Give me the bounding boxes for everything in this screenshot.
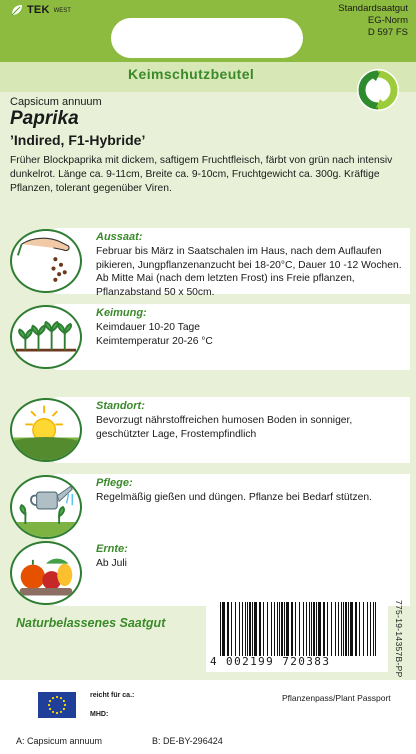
barcode-bar <box>316 602 317 656</box>
eu-star <box>52 711 54 713</box>
barcode-bar <box>277 602 278 656</box>
barcode-bar <box>291 602 293 656</box>
standard-info <box>338 3 408 39</box>
variety-name: ’Indired, F1-Hybride’ <box>10 132 146 148</box>
eu-star <box>64 704 66 706</box>
section-title: Pflege: <box>96 477 133 489</box>
eu-star <box>63 708 65 710</box>
standard-line: EG-Norm <box>367 15 408 26</box>
eu-star <box>49 708 51 710</box>
barcode-bar <box>245 602 246 656</box>
section-ernte <box>0 540 416 606</box>
eu-flag-icon <box>38 692 76 718</box>
article-code: 775-19-14357B-PP <box>394 600 404 678</box>
sowing-hand-icon <box>10 229 82 293</box>
barcode-bar <box>279 602 280 656</box>
section-text: Regelmäßig gießen und düngen. Pflanze bei Bedarf stützen. <box>96 492 372 503</box>
barcode-bar <box>235 602 236 656</box>
barcode-bar <box>341 602 342 656</box>
mhd-label: MHD: <box>90 711 109 718</box>
barcode-number: 4 002199 720383 <box>210 655 331 668</box>
barcode-bar <box>306 602 307 656</box>
barcode-bar <box>249 602 251 656</box>
barcode-bar <box>274 602 275 656</box>
section-title: Aussaat: <box>96 231 143 243</box>
barcode <box>206 598 388 672</box>
section-keimung <box>0 304 416 370</box>
barcode-bar <box>348 602 349 656</box>
eu-star <box>52 697 54 699</box>
barcode-bar <box>299 602 300 656</box>
section-pflege <box>0 474 416 540</box>
product-title: Paprika <box>10 108 79 129</box>
barcode-bar <box>247 602 248 656</box>
vegetable-harvest-icon <box>10 541 82 605</box>
section-title: Standort: <box>96 400 145 412</box>
product-description: Früher Blockpaprika mit dickem, saftigem Fruchtfleisch, färbt von grün nach intensiv dunkelrot. Länge ca. 9-11cm, Breite ca. 9-10cm, Fruchtgewicht ca. 300g. Kräftige Pflanzen, tolerant gegenüber Viren. <box>10 155 393 194</box>
eu-star <box>60 711 62 713</box>
barcode-bar <box>323 602 325 656</box>
packet-window <box>111 18 303 58</box>
barcode-bar <box>254 602 257 656</box>
barcode-bar <box>375 602 376 656</box>
barcode-bar <box>252 602 253 656</box>
standard-line: Standardsaatgut <box>338 3 408 14</box>
section-text: Ab Juli <box>96 558 127 569</box>
barcode-bar <box>295 602 296 656</box>
barcode-bar <box>318 602 321 656</box>
barcode-bar <box>284 602 285 656</box>
section-title: Keimung: <box>96 307 147 319</box>
latin-name: Capsicum annuum <box>10 96 102 108</box>
barcode-bar <box>367 602 368 656</box>
barcode-bar <box>242 602 243 656</box>
eu-star <box>63 700 65 702</box>
barcode-bar <box>222 602 225 656</box>
barcode-bar <box>338 602 339 656</box>
barcode-bar <box>227 602 229 656</box>
barcode-bar <box>220 602 221 656</box>
section-text: Bevorzugt nährstoffreichen humosen Boden in sonniger, geschützter Lage, Frostempfindlich <box>96 415 353 440</box>
barcode-bar <box>373 602 374 656</box>
barcode-bar <box>271 602 272 656</box>
brand-logo <box>10 3 71 17</box>
section-standort <box>0 397 416 463</box>
passport-code-b: B: DE-BY-296424 <box>152 736 223 746</box>
eu-star <box>60 697 62 699</box>
sun-icon <box>10 398 82 462</box>
barcode-bar <box>343 602 344 656</box>
barcode-bar <box>363 602 364 656</box>
barcode-bar <box>267 602 268 656</box>
eu-star <box>48 704 50 706</box>
brand-sub: WEST <box>53 8 71 14</box>
barcode-bar <box>345 602 347 656</box>
section-title: Ernte: <box>96 543 128 555</box>
seedlings-icon <box>10 305 82 369</box>
barcode-bar <box>355 602 357 656</box>
barcode-bar <box>303 602 304 656</box>
barcode-bar <box>335 602 336 656</box>
barcode-bar <box>239 602 240 656</box>
header-band <box>0 0 416 62</box>
barcode-bar <box>313 602 315 656</box>
natural-seed-label: Naturbelassenes Saatgut <box>16 616 166 630</box>
eu-star <box>49 700 51 702</box>
eu-star <box>56 712 58 714</box>
barcode-bar <box>311 602 312 656</box>
leaf-icon <box>10 3 24 17</box>
passport-code-a: A: Capsicum annuum <box>16 736 103 746</box>
green-dot-icon <box>356 68 400 112</box>
barcode-bar <box>309 602 310 656</box>
keimschutzbeutel-label: Keimschutzbeutel <box>128 66 255 82</box>
barcode-bar <box>331 602 332 656</box>
brand-name: TEK <box>27 4 50 16</box>
section-text: Keimdauer 10-20 Tage Keimtemperatur 20-26 °C <box>96 322 213 347</box>
bottom-label-area <box>0 680 416 754</box>
barcode-bar <box>231 602 232 656</box>
barcode-bar <box>359 602 360 656</box>
watering-can-icon <box>10 475 82 539</box>
standard-line: D 597 FS <box>367 27 408 38</box>
barcode-bar <box>259 602 261 656</box>
barcode-bar <box>263 602 264 656</box>
barcode-bar <box>286 602 289 656</box>
section-text: Februar bis März in Saatschalen im Haus, nach dem Auflaufen pikieren, Jungpflanzenanzucht bei 18-20°C, Dauer 10 -12 Wochen. Ab Mitte Mai (nach dem letzten Frost) ins Freie pflanzen, Pflanzabstand 50 x 50cm. <box>96 246 402 298</box>
section-aussaat <box>0 228 416 298</box>
barcode-bar <box>281 602 283 656</box>
barcode-bars <box>218 602 378 656</box>
reicht-fuer-label: reicht für ca.: <box>90 692 135 699</box>
barcode-bar <box>350 602 353 656</box>
barcode-bar <box>370 602 371 656</box>
barcode-bar <box>327 602 328 656</box>
plant-passport-label: Pflanzenpass/Plant Passport <box>282 693 391 703</box>
eu-star <box>56 696 58 698</box>
